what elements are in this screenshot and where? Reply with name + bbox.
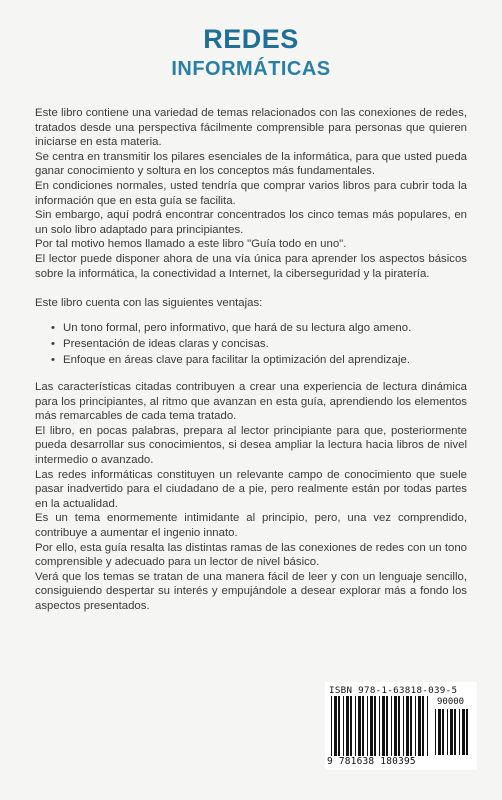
paragraph: Las redes informáticas constituyen un relevante campo de conocimiento que suele pasar inadvertido para el ciudadano de a pie, pero realmente están por todas partes en la actualidad. [35, 468, 467, 510]
advantages-heading: Este libro cuenta con las siguientes ventajas: [35, 297, 263, 309]
paragraph: Las características citadas contribuyen a crear una experiencia de lectura dinámica para los principiantes, al ritmo que avanzan en esta guía, aprendiendo los elementos más remarcables de cada tema tratado. [35, 381, 467, 423]
intro-text [35, 106, 467, 281]
closing-text [35, 380, 467, 614]
isbn-label: ISBN 978-1-63818-039-5 [329, 685, 458, 696]
paragraph: Por tal motivo hemos llamado a este libro "Guía todo en uno". [35, 238, 347, 251]
paragraph: El libro, en pocas palabras, prepara al lector principiante para que, posteriormente pueda desarrollar sus conocimientos, si desea ampliar la lectura hacia libros de nivel intermedio o avanzado. [35, 424, 467, 466]
paragraph: Por ello, esta guía resalta las distintas ramas de las conexiones de redes con un tono comprensible y adecuado para un lector de nivel básico. [35, 541, 467, 569]
barcode-box [325, 682, 477, 770]
paragraph: Este libro contiene una variedad de temas relacionados con las conexiones de redes, tratados desde una perspectiva fácilmente comprensible para personas que quieren iniciarse en esta materia. [35, 107, 467, 149]
barcode-digits: 9 781638 180395 [327, 756, 416, 767]
price-code: 90000 [437, 697, 465, 707]
title-line-1: REDES [203, 24, 299, 54]
barcode-addon [435, 709, 473, 755]
barcode-main [331, 696, 431, 756]
list-item: • Presentación de ideas claras y concisas. [63, 336, 467, 352]
title-line-2: INFORMÁTICAS [171, 58, 331, 80]
list-item: • Un tono formal, pero informativo, que hará de su lectura algo ameno. [63, 320, 467, 336]
paragraph: Verá que los temas se tratan de una manera fácil de leer y con un lenguaje sencillo, consiguiendo despertar su interés y empujándole a desear explorar más a fondo los aspectos presentados. [35, 570, 467, 612]
advantages-list [35, 320, 467, 368]
paragraph: Sin embargo, aquí podrá encontrar concentrados los cinco temas más populares, en un solo libro adaptado para principiantes. [35, 209, 467, 236]
paragraph: El lector puede disponer ahora de una vía única para aprender los aspectos básicos sobre la informática, la conectividad a Internet, la ciberseguridad y la piratería. [35, 252, 467, 280]
paragraph: Es un tema enormemente intimidante al principio, pero, una vez comprendido, contribuye a aumentar el ingenio innato. [35, 512, 467, 539]
paragraph: Se centra en transmitir los pilares esenciales de la informática, para que usted pueda ganar conocimiento y soltura en los conceptos más fundamentales. [35, 150, 467, 178]
paragraph: En condiciones normales, usted tendría que comprar varios libros para cubrir toda la información que en esta guía se facilita. [35, 179, 467, 207]
list-item: • Enfoque en áreas clave para facilitar la optimización del aprendizaje. [63, 352, 467, 368]
